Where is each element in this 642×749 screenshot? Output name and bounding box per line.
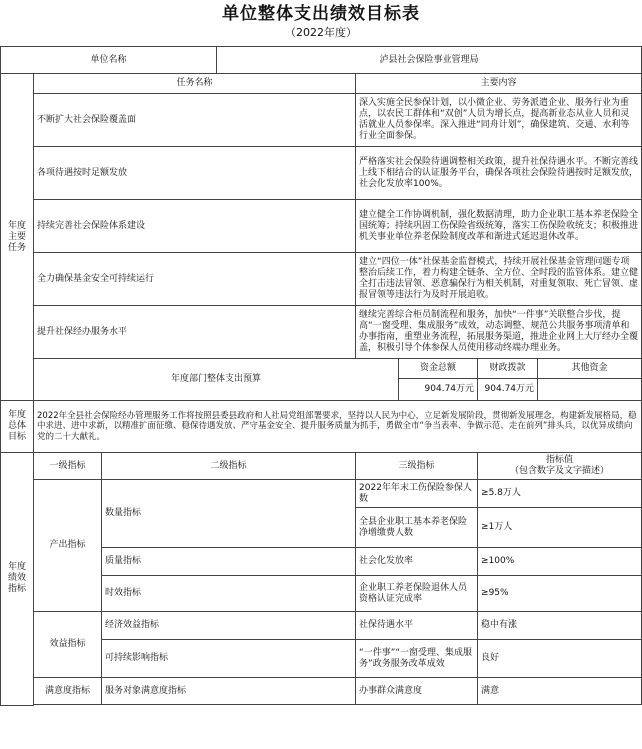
task-row	[1, 253, 642, 306]
level3-indicator: 社会化发放率	[356, 548, 478, 576]
value-header: 指标值 （包含数字及文字描述）	[478, 453, 642, 480]
task-content-header: 主要内容	[356, 74, 642, 94]
year-subtitle: （2022年度）	[285, 26, 357, 39]
indicator-value: ≥95%	[478, 576, 642, 612]
task-content: 深入实施全民参保计划，以小微企业、劳务派遣企业、服务行业为重点，以农民工群体和“双创”人员为增长点，提高新业态从业人员和灵活就业人员参保率。深入推进“同舟计划”，确保建筑、交通、水利等行业全面参保。	[356, 94, 642, 147]
level3-indicator: “一件事”“一窗受理、集成服务”政务服务改革成效	[356, 640, 478, 678]
indicator-value: 稳中有涨	[478, 612, 642, 640]
task-row	[1, 200, 642, 253]
level2-timeliness: 时效指标	[102, 576, 356, 612]
budget-fiscal-value: 904.74万元	[478, 379, 538, 401]
level3-indicator: 办事群众满意度	[356, 678, 478, 705]
task-row	[1, 306, 642, 359]
performance-table	[0, 46, 642, 706]
indicators-section-label: 年度绩效指标	[1, 453, 34, 706]
indicator-value: ≥1万人	[478, 508, 642, 548]
budget-label: 年度部门整体支出预算	[34, 359, 399, 401]
budget-header-total: 资金总额	[399, 359, 478, 379]
level2-header: 二级指标	[102, 453, 356, 480]
level2-economic: 经济效益指标	[102, 612, 356, 640]
indicator-value: ≥100%	[478, 548, 642, 576]
task-content: 继续完善综合柜员制流程和服务，加快“一件事”关联整合步伐，提高“一窗受理、集成服务”成效，动态调整、规范公共服务事项清单和办事指南，重塑业务流程，拓展服务渠道，推进企业网上大厅经办全覆盖，积极引导个体参保人员使用移动终端办理业务。	[356, 306, 642, 359]
task-name: 提升社保经办服务水平	[34, 306, 356, 359]
task-row	[1, 94, 642, 147]
task-content: 严格落实社会保险待遇调整相关政策，提升社保待遇水平。不断完善线上线下相结合的认证服务平台，确保各项社会保险待遇按时足额发放，社会化发放率100%。	[356, 147, 642, 200]
indicator-value: 满意	[478, 678, 642, 705]
unit-name-value: 泸县社会保险事业管理局	[217, 47, 642, 74]
task-name-header: 任务名称	[34, 74, 356, 94]
budget-header-other: 其他资金	[538, 359, 642, 379]
tasks-section-label: 年度主要任务	[1, 74, 34, 401]
level1-header: 一级指标	[34, 453, 102, 480]
task-name: 持续完善社会保险体系建设	[34, 200, 356, 253]
task-name: 各项待遇按时足额发放	[34, 147, 356, 200]
budget-total-value: 904.74万元	[399, 379, 478, 401]
overall-goal-text: 2022年全县社会保险经办管理服务工作将按照县委县政府和人社局党组部署要求，坚持以人民为中心，立足新发展阶段，贯彻新发展理念，构建新发展格局，稳中求进、进中求新，以精准扩面征缴、稳保待遇发放、严守基金安全、提升服务质量为抓手，勇做全市“争当表率、争做示范、走在前列”排头兵，以优异成绩向党的二十大献礼。	[34, 401, 642, 453]
level3-header: 三级指标	[356, 453, 478, 480]
level3-indicator: 企业职工养老保险退休人员资格认证完成率	[356, 576, 478, 612]
budget-header-fiscal: 财政拨款	[478, 359, 538, 379]
level1-satisfaction: 满意度指标	[34, 678, 102, 705]
level1-benefit: 效益指标	[34, 612, 102, 678]
indicator-row	[1, 480, 642, 508]
task-name: 不断扩大社会保险覆盖面	[34, 94, 356, 147]
level2-sustainable: 可持续影响指标	[102, 640, 356, 678]
task-name: 全力确保基金安全可持续运行	[34, 253, 356, 306]
overall-goal-label: 年度总体目标	[1, 401, 34, 453]
level3-indicator: 2022年年末工伤保险参保人数	[356, 480, 478, 508]
budget-other-value	[538, 379, 642, 401]
indicator-value: 良好	[478, 640, 642, 678]
spacer	[34, 705, 642, 706]
indicator-row	[1, 612, 642, 640]
indicator-row	[1, 678, 642, 705]
page-title: 单位整体支出绩效目标表	[222, 4, 420, 24]
level3-indicator: 全县企业职工基本养老保险净增缴费人数	[356, 508, 478, 548]
level2-quantity: 数量指标	[102, 480, 356, 548]
task-content: 建立健全工作协调机制，强化数据清理，助力企业职工基本养老保险全国统筹；持续巩固工伤保险省级统筹，落实工伤保险收统支；积极推进机关事业单位养老保险制度改革和渐进式延迟退休改革。	[356, 200, 642, 253]
task-content: 建立“四位一体”社保基金监督模式，持续开展社保基金管理问题专项整治后续工作，着力构建全链条、全方位、全时段的监管体系。建立健全打击违法冒领、恶意骗保行为相关机制，对重复领取、死亡冒领、虚报冒领等违法行为及时开展追收。	[356, 253, 642, 306]
level3-indicator: 社保待遇水平	[356, 612, 478, 640]
indicator-value: ≥5.8万人	[478, 480, 642, 508]
level2-quality: 质量指标	[102, 548, 356, 576]
level2-service-satisfaction: 服务对象满意度指标	[102, 678, 356, 705]
unit-name-label: 单位名称	[1, 47, 217, 74]
task-row	[1, 147, 642, 200]
level1-output: 产出指标	[34, 480, 102, 612]
